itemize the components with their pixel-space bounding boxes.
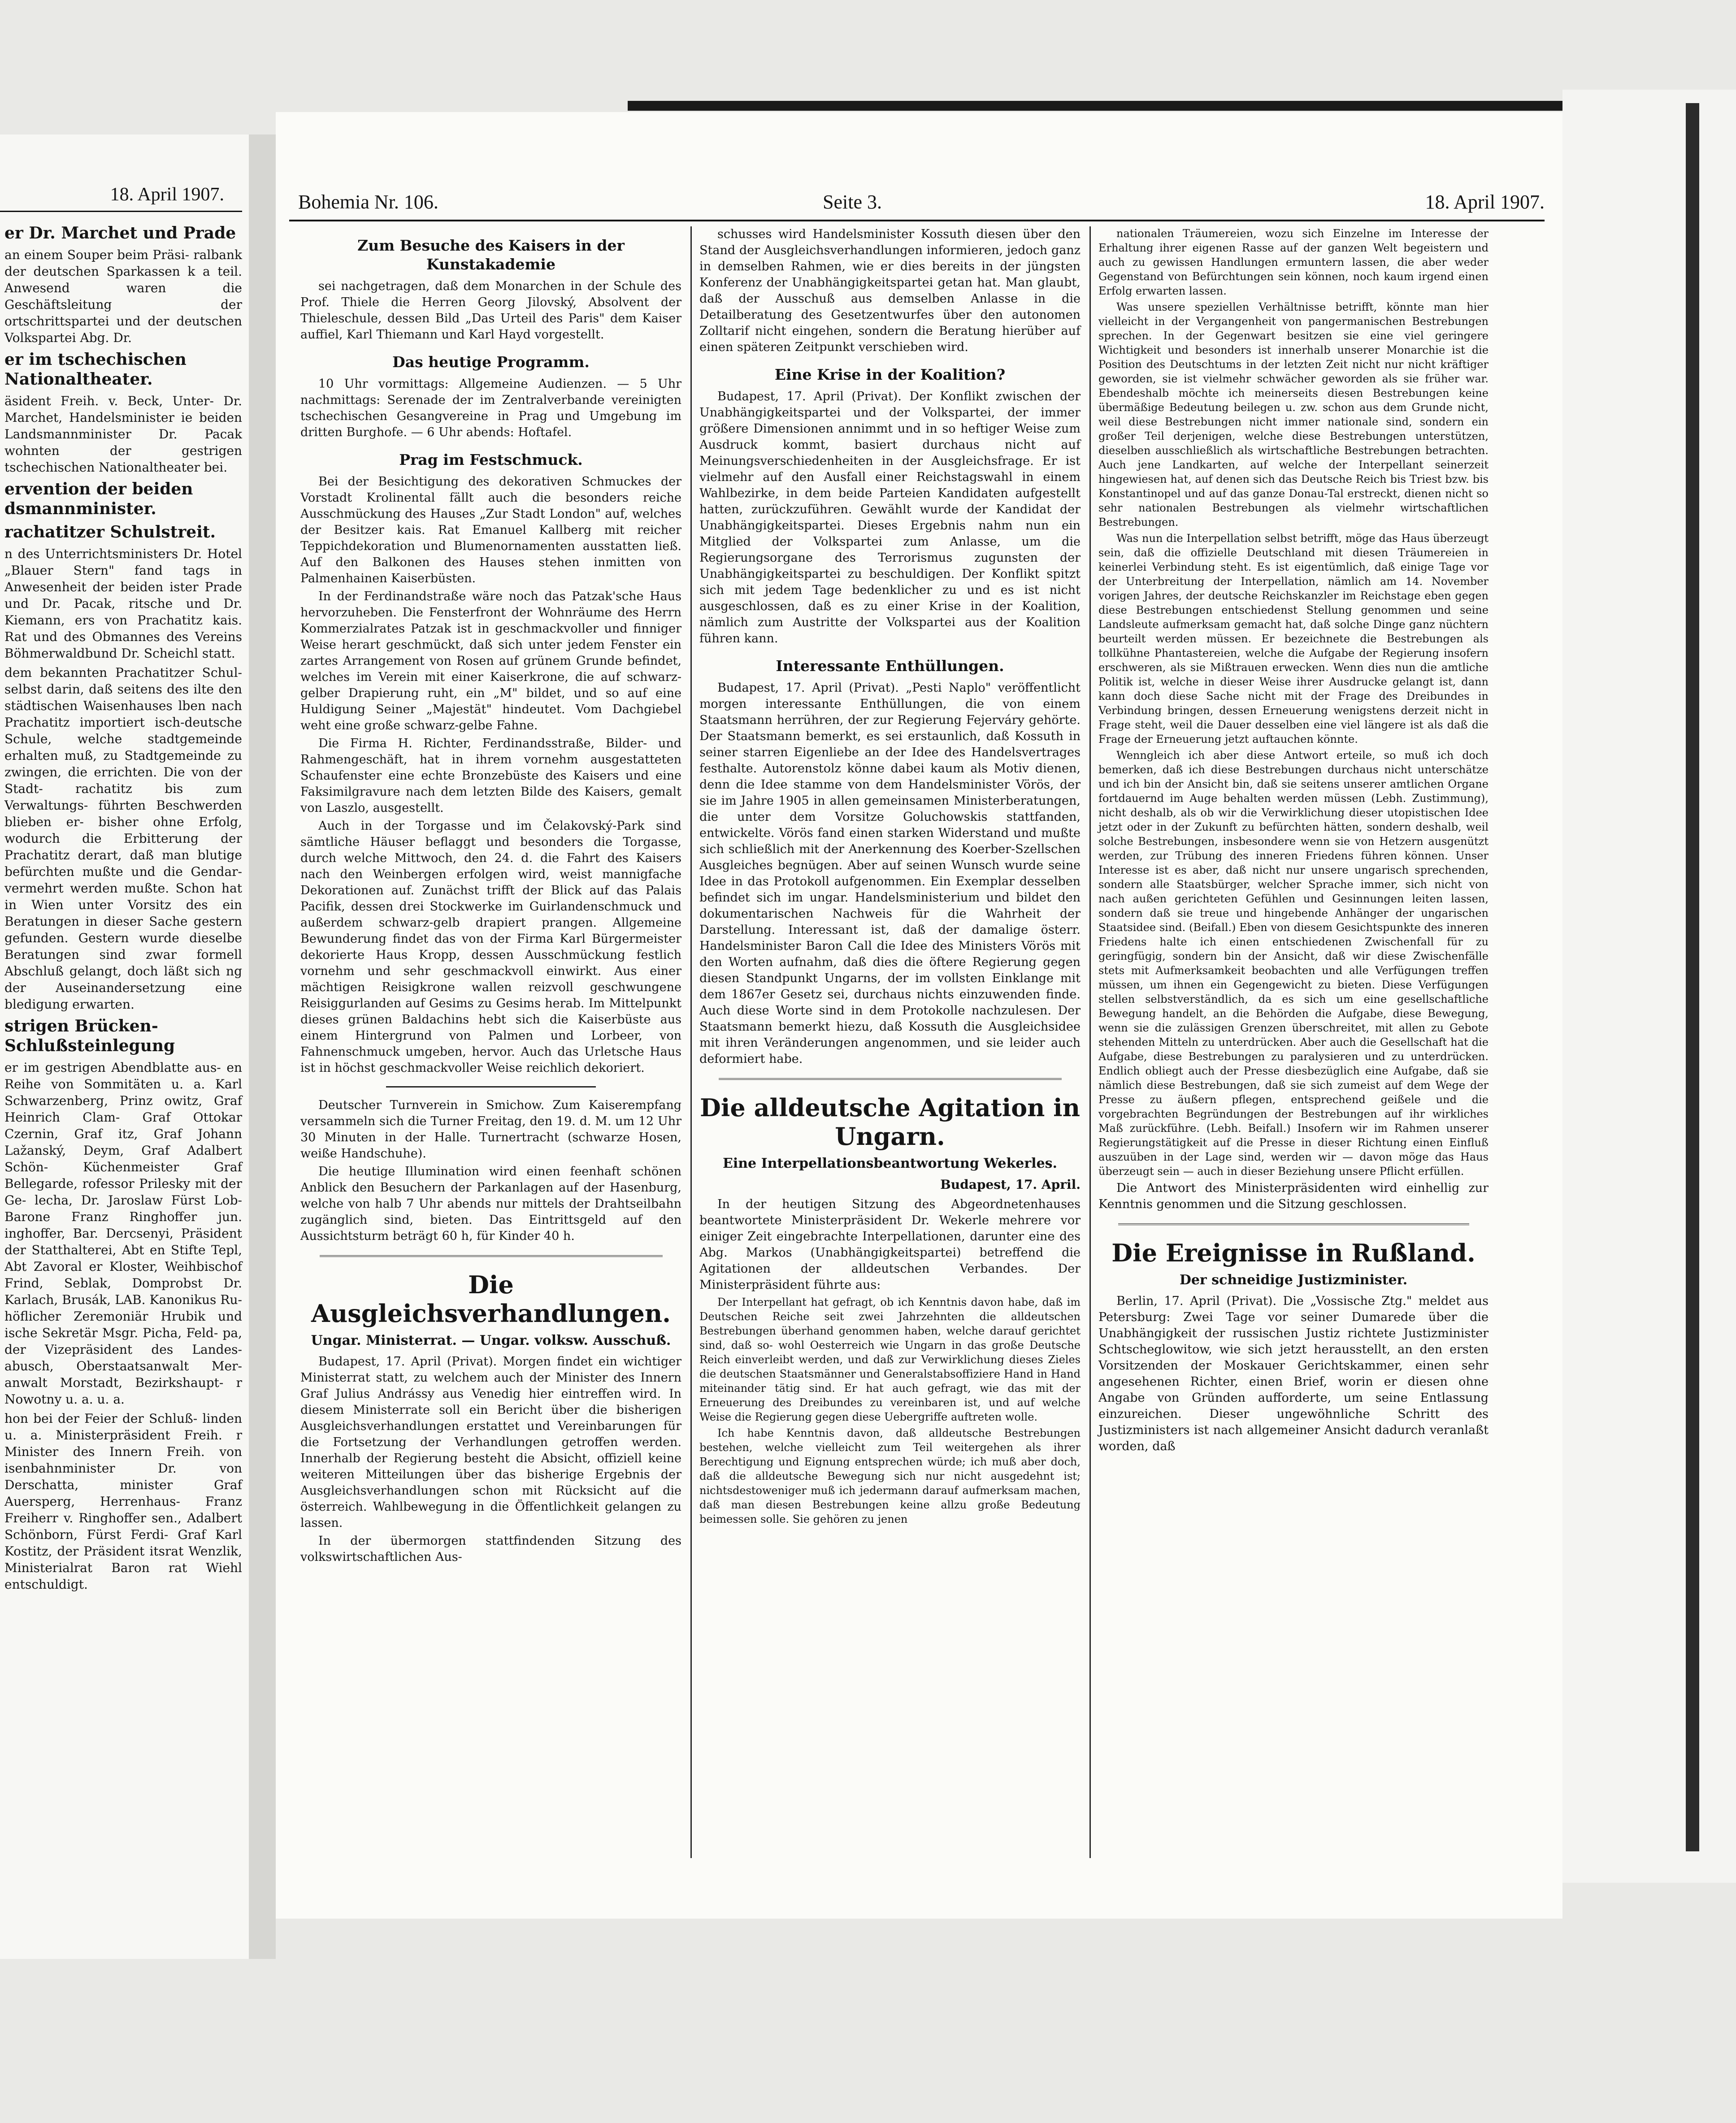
headline: er Dr. Marchet und Prade	[4, 224, 236, 243]
paragraph: n des Unterrichtsministers Dr. Hotel „Blauer Stern" fand tags in Anwesenheit der beiden ister Prade und Dr. Pacak, ritsche und Dr. Kiemann, ers von Prachatitz kais. Rat und des Obmannes des Vereins Böhmerwaldbund Dr. Scheichl statt.	[4, 546, 242, 661]
column-2	[699, 226, 1081, 1528]
subheading: Ungar. Ministerrat. — Ungar. volksw. Ausschuß.	[311, 1333, 671, 1348]
paragraph: Deutscher Turnverein in Smichow. Zum Kaiserempfang versammeln sich die Turner Freitag, den 19. d. M. um 12 Uhr 30 Minuten in der Halle. Turnertracht (schwarze Hosen, weiße Handschuhe).	[300, 1098, 681, 1161]
left-header-rule	[0, 211, 242, 212]
headline: er im tschechischen Nationaltheater.	[4, 350, 187, 389]
page-edge-shadow	[628, 101, 1704, 111]
column-3	[1098, 226, 1489, 1456]
paragraph: In der übermorgen stattfindenden Sitzung des volkswirtschaftlichen Aus-	[300, 1534, 681, 1564]
subheading: Der schneidige Justizminister.	[1179, 1272, 1408, 1288]
paragraph: Auch in der Torgasse und im Čelakovský-Park sind sämtliche Häuser beflaggt und besonders die Torgasse, durch welche Mittwoch, den 24. d. die Fahrt des Kaisers nach den Weinbergen erfolgen wird, weist mannigfache Dekorationen auf. Zunächst trifft der Blick auf das Palais Pacifik, dessen drei Stockwerke im Guirlandenschmuck und außerdem schwarz-gelb drapiert prangen. Allgemeine Bewunderung findet das von der Firma Karl Bürgermeister dekorierte Haus Kropp, dessen Ausschmückung festlich vornehm und sehr geschmackvoll einwirkt. Aus einer mächtigen Reisigkrone wallen reizvoll geschwungene Reisiggurlanden auf Gesims zu Gesims herab. Im Mittelpunkt dieses grünen Baldachins hebt sich die Kaiserbüste aus einem Hintergrund von Palmen und Lorbeer, von Fahnenschmuck umgeben, hervor. Auch das Urletsche Haus ist in höchst geschmackvoller Weise reichlich dekoriert.	[300, 819, 681, 1075]
page-date: 18. April 1907.	[1425, 191, 1545, 213]
paragraph: äsident Freih. v. Beck, Unter- Dr. Marchet, Handelsminister ie beiden Landsmannminister Dr. Pacak wohnten der gestrigen tschechischen Nationaltheater bei.	[4, 394, 242, 475]
dateline: Budapest, 17. April.	[940, 1177, 1081, 1192]
section-separator	[386, 1086, 596, 1087]
section-heading: Interessante Enthüllungen.	[776, 657, 1004, 675]
paragraph: Budapest, 17. April (Privat). Der Konflikt zwischen der Unabhängigkeitspartei und der Volkspartei, der immer größere Dimensionen annimmt und in so heftiger Weise zum Ausdruck kommt, basiert durchaus nicht auf Meinungsverschiedenheiten in der Ausgleichsfrage. Er ist vielmehr auf den Ausfall einer Reichstagswahl in einem Wahlbezirke, in dem beide Parteien Kandidaten aufgestellt hatten, zurückzuführen. Gewählt wurde der Kandidat der Unabhängigkeitspartei. Dieses Ergebnis nahm nun ein Mitglied der Volkspartei zum Anlasse, um die Regierungsorgane des Terrorismus zugunsten der Unabhängigkeitspartei zu beschuldigen. Der Konflikt spitzt sich mit jedem Tage bedenklicher zu und es ist nicht ausgeschlossen, daß es zu einer Krise in der Koalition, nämlich zum Austritte der Volkspartei aus der Koalition führen kann.	[699, 390, 1081, 646]
article-separator	[320, 1255, 663, 1257]
column-1	[300, 226, 681, 1567]
paragraph: er im gestrigen Abendblatte aus- en Reihe von Sommitäten u. a. Karl Schwarzenberg, Prinz owitz, Graf Heinrich Clam- Graf Ottokar Czernin, Graf itz, Graf Johann Lažanský, Deym, Graf Adalbert Schön- Küchenmeister Graf Bellegarde, rofessor Prilesky mit der Ge- lecha, Dr. Jaroslaw Fürst Lob- Barone Franz Ringhoffer jun. inghoffer, Bar. Dercsenyi, Präsident der Statthalterei, Abt en Stifte Tepl, Abt Zavoral er Kloster, Weihbischof Frind, Seblak, Domprobst Dr. Karlach, Brusák, LAB. Kanonikus Ru- höflicher Zeremoniär Hrubik und ische Sekretär Msgr. Picha, Feld- pa, der Vizepräsident des Landes- abusch, Oberstaatsanwalt Mer- anwalt Morstadt, Bezirkshaupt- r Nowotny u. a. u. a.	[4, 1060, 242, 1407]
article-separator	[1118, 1223, 1469, 1225]
paragraph: an einem Souper beim Präsi- ralbank der deutschen Sparkassen k a teil. Anwesend waren die Geschäftsleitung der ortschrittspartei und der deutschen Volkspartei Abg. Dr.	[4, 247, 242, 345]
quoted-paragraph: Ich habe Kenntnis davon, daß alldeutsche Bestrebungen bestehen, welche vielleicht zum Teil weitergehen als ihrer Berechtigung und Eignung entsprechen würde; ich muß aber doch, daß die alldeutsche Bewegung sich nur nicht ausgedehnt ist; nichtsdestoweniger muß ich jedermann darauf aufmerksam machen, daß man diesen Bestrebungen keine allzu große Bedeutung beimessen solle. Sie gehören zu jenen	[699, 1427, 1081, 1525]
quoted-paragraph: nationalen Träumereien, wozu sich Einzelne im Interesse der Erhaltung ihrer eigenen Rasse auf der ganzen Welt begeistern und auch zu gewissen Handlungen ermuntern lassen, die aber weder Gegenstand von Befürchtungen sein können, noch kaum irgend einen Erfolg erwarten lassen.	[1098, 227, 1489, 297]
article-separator	[719, 1078, 1062, 1080]
newspaper-page	[276, 112, 1562, 1919]
page-header	[289, 191, 1545, 217]
section-heading: Zum Besuche des Kaisers in der Kunstakademie	[357, 237, 625, 273]
article-headline: Die alldeutsche Agitation in Ungarn.	[700, 1093, 1080, 1151]
page-gutter	[249, 134, 276, 1959]
masthead-issue: Bohemia Nr. 106.	[298, 191, 438, 213]
section-heading: Das heutige Programm.	[392, 353, 590, 371]
paragraph: hon bei der Feier der Schluß- linden u. a. Ministerpräsident Freih. r Minister des Innern Freih. von isenbahnminister Dr. von Derschatta, minister Graf Auersperg, Herrenhaus- Franz Freiherr v. Ringhoffer sen., Adalbert Schönborn, Fürst Ferdi- Graf Karl Kostitz, der Präsident itsrat Wenzlik, Ministerialrat Baron rat Wiehl entschuldigt.	[4, 1411, 242, 1592]
headline: strigen Brücken-Schlußsteinlegung	[4, 1017, 175, 1055]
paragraph: 10 Uhr vormittags: Allgemeine Audienzen. — 5 Uhr nachmittags: Serenade der im Zentralverbande vereinigten tschechischen Gesangvereine in Prag und Umgebung im dritten Burghofe. — 6 Uhr abends: Hoftafel.	[300, 377, 681, 439]
left-page-fragment	[0, 134, 249, 1959]
quoted-paragraph: Der Interpellant hat gefragt, ob ich Kenntnis davon habe, daß im Deutschen Reiche seit zwei Jahrzehnten die alldeutschen Bestrebungen überhand genommen haben, welche darauf gerichtet sind, daß so- wohl Oesterreich wie Ungarn in das große Deutsche Reich einverleibt werden, und daß zur Verwirklichung dieses Zieles die deutschen Staatsmänner und Generalstabsoffiziere Hand in Hand miteinander tätig sind. Er hat auch gefragt, wie das mit der Erneuerung des Dreibundes zu vereinbaren ist, und auf welche Weise die Regierung gegen diese Uebergriffe auftreten wolle.	[699, 1296, 1081, 1423]
quoted-paragraph: Was nun die Interpellation selbst betrifft, möge das Haus überzeugt sein, daß die offizielle Deutschland mit diesen Träumereien in keinerlei Verbindung steht. Es ist eigentümlich, daß einige Tage vor der Unterbreitung der Interpellation, nämlich am 14. November vorigen Jahres, der deutsche Reichskanzler im Reichstage eben gegen diese Bestrebungen entschiedenst Stellung genommen und seine Landsleute aufmerksam gemacht hat, daß solche Dinge ganz nüchtern beurteilt werden müssen. Er bezeichnete die Bestrebungen als tollkühne Phantastereien, welche die Aufgabe der Regierung insofern erschweren, als sie Mißtrauen erwecken. Wenn dies nun die amtliche Politik ist, welche in dieser Weise ihrer Ausdrucke gelangt ist, dann kann doch diese Sache nicht mit der Frage des Dreibundes in Verbindung bringen, dessen Erneuerung wenigstens derzeit nicht in Frage steht, weil die Dauer desselben eine viel längere ist als daß die Frage der Erneuerung jetzt auftauchen könnte.	[1098, 532, 1489, 745]
paragraph: sei nachgetragen, daß dem Monarchen in der Schule des Prof. Thiele die Herren Georg Jilovský, Absolvent der Thieleschule, dessen Bild „Das Urteil des Paris" dem Kaiser auffiel, Karl Thiemann und Karl Hayd vorgestellt.	[300, 279, 681, 342]
binding-shadow	[1686, 103, 1699, 1851]
page-number: Seite 3.	[823, 191, 882, 213]
paragraph: Budapest, 17. April (Privat). „Pesti Naplo" veröffentlicht morgen interessante Enthüllungen, die von einem Staatsmann herrühren, der zur Regierung Fejerváry gehörte. Der Staatsmann bemerkt, es sei erstaunlich, daß Kossuth in seiner starren Eigenliebe an der Idee des Handelsvertrages festhalte. Autorenstolz könne dabei kaum als Motiv dienen, denn die Idee stamme von dem Handelsminister Vörös, der sie im Jahre 1905 in allen gemeinsamen Ministerberatungen, die unter dem Vorsitze Goluchowskis stattfanden, entwickelte. Vörös fand einen starken Widerstand und mußte sich schließlich mit der Anerkennung des Koerber-Szellschen Ausgleiches begnügen. Aber auf seinen Wunsch wurde seine Idee in das Protokoll aufgenommen. Ein Exemplar desselben befindet sich im ungar. Handelsministerium und bildet den dokumentarischen Nachweis für die Wahrheit der Darstellung. Interessant ist, daß der damalige österr. Handelsminister Baron Call die Idee des Ministers Vörös mit den Worten aufnahm, daß dies die öftere Regierung gegen diesen Standpunkt Ungarns, der im vollsten Einklange mit dem 1867er Gesetz sei, durchaus nichts einzuwenden finde. Auch diese Worte sind in dem Protokolle nachzulesen. Der Staatsmann bemerkt hiezu, daß Kossuth die Ausgleichsidee mit ihren Veränderungen angenommen, und sie leider auch deformiert habe.	[699, 681, 1081, 1066]
section-heading: Eine Krise in der Koalition?	[774, 366, 1006, 383]
quoted-paragraph: Wenngleich ich aber diese Antwort erteile, so muß ich doch bemerken, daß ich diese Bestrebungen durchaus nicht unterschätze und ich bin der Ansicht bin, daß sie seitens unserer amtlichen Organe fortdauernd im Auge behalten werden müssen (Lebh. Zustimmung), nicht deshalb, als ob wir die Verwirklichung dieser utopistischen Idee jetzt oder in der Zukunft zu befürchten hätten, sondern deshalb, weil solche Bestrebungen, insbesondere wenn sie von Hetzern ausgenützt werden, zur Trübung des inneren Friedens führen können. Unser Interesse ist es aber, daß nicht nur unsere ungarisch sprechenden, sondern alle Staatsbürger, welcher Sprache immer, sich nicht von nach außen gerichteten Gefühlen und Gesinnungen leiten lassen, sondern daß sie treue und hingebende Anhänger der ungarischen Staatsidee sind. (Beifall.) Eben von diesem Gesichtspunkte des inneren Friedens halte ich einen entschiedenen Zwischenfall für zu geringfügig, sondern bin der Ansicht, daß wir diese Zwischenfälle stets mit Aufmerksamkeit beobachten und alle Verfügungen treffen müssen, um ihnen ein Gegengewicht zu bieten. Diese Verfügungen stellen selbstverständlich, da es sich um eine gesellschaftliche Bewegung handelt, an die Behörden die Aufgabe, diese Bewegung, wenn sie die zulässigen Grenzen überschreitet, mit allen zu Gebote stehenden Mitteln zu unterdrücken. Aber auch die Gesellschaft hat die Aufgabe, diese Bestrebungen zu paralysieren und zu unterdrücken. Endlich obliegt auch der Presse diesbezüglich eine Aufgabe, daß sie nämlich diese Bestrebungen, daß sie sich zumeist auf dem Wege der Presse zu äußern pflegen, entsprechend geißele und die vorgebrachten Begründungen der Bestrebungen auf ihr wirkliches Maß zurückführe. (Lebh. Beifall.) Insofern wir im Rahmen unserer Regierungstätigkeit auf die Presse in dieser Richtung einen Einfluß auszuüben in der Lage sind, werden wir — davon möge das Haus überzeugt sein — auch in dieser Beziehung unsere Pflicht erfüllen.	[1098, 749, 1489, 1178]
paragraph: Budapest, 17. April (Privat). Morgen findet ein wichtiger Ministerrat statt, zu welchem auch der Minister des Innern Graf Julius Andrássy aus Venedig hier eintreffen wird. In diesem Ministerrate soll ein Bericht über die bisherigen Ausgleichsverhandlungen erstattet und Vereinbarungen für die Fortsetzung der Verhandlungen getroffen werden. Innerhalb der Regierung besteht die Absicht, offiziell keine weiteren Mitteilungen über das bisherige Ergebnis der Ausgleichsverhandlungen schon mit Rücksicht auf die österreich. Wahlbewegung in die Öffentlichkeit gelangen zu lassen.	[300, 1355, 681, 1530]
subheading: Eine Interpellationsbeantwortung Wekerles.	[722, 1156, 1057, 1171]
header-rule	[289, 220, 1545, 221]
quoted-paragraph: Was unsere speziellen Verhältnisse betrifft, könnte man hier vielleicht in der Vergangenheit von pangermanischen Bestrebungen sprechen. In der Gegenwart besitzen sie eine viel geringere Wichtigkeit und besonders ist innerhalb unserer Monarchie ist die Position des Deutschtums in der letzten Zeit nicht nur nicht kräftiger geworden, sie ist vielmehr schwächer geworden als sie früher war. Ebendeshalb möchte ich meinerseits diesen Bestrebungen keine übermäßige Bedeutung beilegen u. zw. schon aus dem Grunde nicht, weil diese Bestrebungen nicht immer nationale sind, sondern ein großer Teil derjenigen, welche diese Bestrebungen unterstützen, dieselben ausschließlich als wirtschaftliche Bestrebungen betrachten. Auch jene Landkarten, auf welche der Interpellant seinerzeit hingewiesen hat, auf denen sich das Deutsche Reich bis Triest bzw. bis Konstantinopel und auf das ganze Donau-Tal erstreckt, dienen nicht so sehr nationalen Bestrebungen als vielmehr wirtschaftlichen Bestrebungen.	[1098, 301, 1489, 529]
column-divider	[1089, 226, 1091, 1858]
headline: ervention der beiden dsmannminister.	[4, 480, 193, 518]
section-heading: Prag im Festschmuck.	[399, 451, 583, 468]
paragraph: Die Antwort des Ministerpräsidenten wird einhellig zur Kenntnis genommen und die Sitzung geschlossen.	[1098, 1181, 1489, 1211]
paragraph: Die Firma H. Richter, Ferdinandsstraße, Bilder- und Rahmengeschäft, hat in ihrem vornehm ausgestatteten Schaufenster eine echte Bronzebüste des Kaisers und eine Faksimilgravure nach dem letzten Bilde des Kaisers, gemalt von Laszlo, ausgestellt.	[300, 737, 681, 815]
headline: rachatitzer Schulstreit.	[4, 523, 216, 542]
column-divider	[690, 226, 692, 1858]
paragraph: dem bekannten Prachatitzer Schul- selbst darin, daß seitens des ilte den städtischen Waisenhauses lben nach Prachatitz importiert isch-deutsche Schule, welche stadtgemeinde erhalten muß, zu Stadtgemeinde zu zwingen, die errichten. Die von der Stadt- rachatitz bis zum Verwaltungs- führten Beschwerden blieben er- bisher ohne Erfolg, wodurch die Erbitterung der Prachatitz derart, daß man blutige befürchten mußte und die Gendar- vermehrt werden mußte. Schon hat in Wien unter Vorsitz des ein Beratungen in dieser Sache gestern gefunden. Gestern wurde dieselbe Beratungen sind zwar formell Abschluß gelangt, doch läßt sich ng der Auseinandersetzung eine bledigung erwarten.	[4, 665, 242, 1012]
article-headline: Die Ereignisse in Rußland.	[1111, 1239, 1476, 1267]
left-page-column	[4, 220, 242, 1595]
paragraph: Berlin, 17. April (Privat). Die „Vossische Ztg." meldet aus Petersburg: Zwei Tage vor seiner Dumarede über die Unabhängigkeit der russischen Justiz richtete Justizminister Schtscheglowitow, wie sich jetzt herausstellt, an den ersten Vorsitzenden der Moskauer Gerichtskammer, einen sehr angesehenen Richter, einen Brief, worin er diesen ohne Angabe von Gründen aufforderte, um seine Entlassung einzureichen. Dieser ungewöhnliche Schritt des Justizministers ist nach allgemeiner Ansicht dadurch veranlaßt worden, daß	[1098, 1294, 1489, 1453]
article-headline: Die Ausgleichsverhandlungen.	[311, 1270, 671, 1328]
paragraph: Bei der Besichtigung des dekorativen Schmuckes der Vorstadt Krolinental fällt auch die besonders reiche Ausschmückung des Hauses „Zur Stadt London" auf, welches der Besitzer kais. Rat Emanuel Kallberg mit reicher Teppichdekoration und Blumenornamenten ausstatten ließ. Auf den Balkonen des Hauses stehen inmitten von Palmenhainen Kaiserbüsten.	[300, 475, 681, 585]
page-right-margin	[1562, 90, 1736, 1883]
left-page-date: 18. April 1907.	[110, 184, 224, 205]
paragraph: In der heutigen Sitzung des Abgeordnetenhauses beantwortete Ministerpräsident Dr. Wekerle mehrere vor einiger Zeit eingebrachte Interpellationen, darunter eine des Abg. Markos (Unabhängigkeitspartei) betreffend die Agitationen der alldeutschen Verbandes. Der Ministerpräsident führte aus:	[699, 1197, 1081, 1292]
paragraph: Die heutige Illumination wird einen feenhaft schönen Anblick den Besuchern der Parkanlagen auf der Hasenburg, welche von halb 7 Uhr abends nur mittels der Drahtseilbahn zugänglich sind, bieten. Das Eintrittsgeld auf den Aussichtsturm beträgt 60 h, für Kinder 40 h.	[300, 1165, 681, 1243]
paragraph: In der Ferdinandstraße wäre noch das Patzak'sche Haus hervorzuheben. Die Fensterfront der Wohnräume des Herrn Kommerzialrates Patzak ist in geschmackvoller und finniger Weise herart geschmückt, daß sich unter jedem Fenster ein zartes Arrangement von Rosen auf grünem Grunde befindet, welches im Verein mit einer Kaiserkrone, die auf schwarz-gelber Drapierung ruht, ein „M" bildet, und so auf eine Huldigung Seiner „Majestät" hindeutet. Vom Dachgiebel weht eine große schwarz-gelbe Fahne.	[300, 589, 681, 732]
paragraph: schusses wird Handelsminister Kossuth diesen über den Stand der Ausgleichsverhandlungen informieren, jedoch ganz in demselben Rahmen, wie er dies bereits in der jüngsten Konferenz der Unabhängigkeitspartei getan hat. Man glaubt, daß der Ausschuß aus demselben Anlasse in die Detailberatung des Gesetzentwurfes über den autonomen Zolltarif nicht eingehen, sondern die Beratung hierüber auf einen späteren Zeitpunkt verschieben wird.	[699, 227, 1081, 354]
